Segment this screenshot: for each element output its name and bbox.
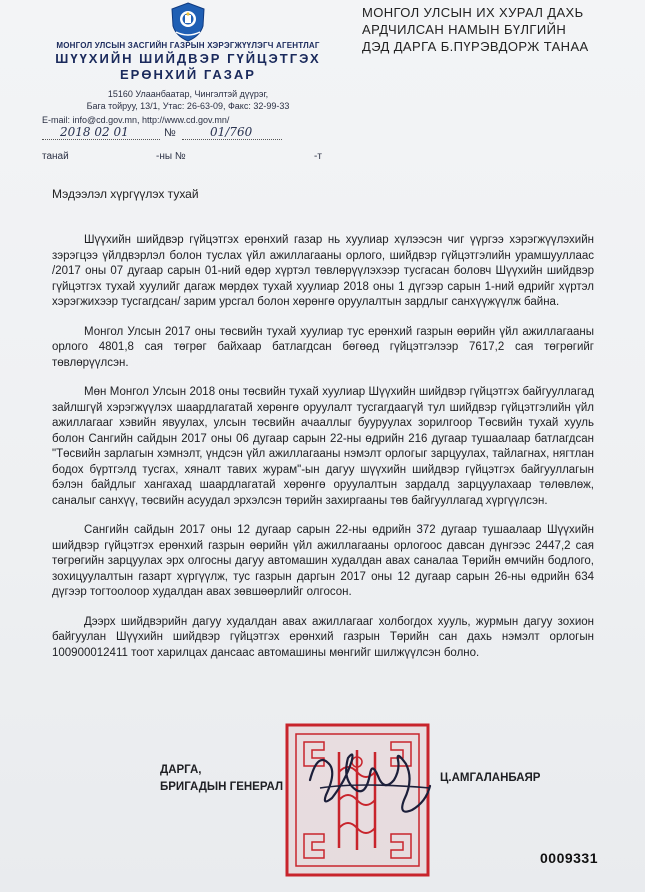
signer-title-line2: БРИГАДЫН ГЕНЕРАЛ [160, 781, 284, 793]
agency-title-line1: ШҮҮХИЙН ШИЙДВЭР ГҮЙЦЭТГЭХ [55, 51, 321, 66]
signer-title-line1: ДАРГА, [160, 764, 202, 776]
reference-line [42, 150, 332, 168]
address-line2: Бага тойруу, 13/1, Утас: 26-63-09, Факс: 32-99-33 [86, 101, 290, 111]
body-paragraph-1: Шүүхийн шийдвэр гүйцэтгэх ерөнхий газар нь хуулиар хүлээсэн чиг үүргээ хэрэгжүүлэхийн зэрэгцээ үйлдвэрлэл болон туслах үйл ажиллагааны орлого, шийдвэр гүйцэтгэлийн урамшууллаас /2017 оны 07 дугаар сарын 01-ний өдөр хүртэл төвлөрүүлэхээр тусгасан боловч Шүүхийн шийдвэр гүйцэтгэх тухай хуулийг дагаж мөрдөх тухай хуулиар 2018 оны 1 дүгээр сарын 1-ний өдрийг хүртэл хэрэгжихээр тусгагдсан/ зарим урсгал болон хөрөнгө оруулалтын зардлыг санхүүжүүлж байна. [52, 234, 594, 308]
recipient-line3: ДЭД ДАРГА Б.ПҮРЭВДОРЖ ТАНАА [362, 39, 589, 54]
date-number-line [42, 125, 332, 145]
letter-body [52, 233, 594, 675]
recipient-line2: АРДЧИЛСАН НАМЫН БҮЛГИЙН [362, 22, 567, 37]
body-paragraph-4: Сангийн сайдын 2017 оны 12 дугаар сарын 22-ны өдрийн 372 дугаар тушаалаар Шүүхийн шийдвэр гүйцэтгэх ерөнхий газрын өөрийн үйл ажиллагааны орлогоос давсан дүнгээс 2447,2 сая төгрөгийн зарцуулах эрх олгосны дагуу автомашин худалдан авах саналаа Төрийн өмчийн бодлого, зохицуулалтын газарт хүргүүлж, тус газрын даргын 2017 оны 12 дугаар сарын 26-ны өдрийн 634 дүгээр тогтоолоор худалдан авах зөвшөөрлийг олгосон. [52, 524, 594, 598]
number-label: № [164, 127, 176, 139]
state-emblem-icon [170, 2, 206, 42]
address-line1: 15160 Улаанбаатар, Чингэлтэй дүүрэг, [107, 89, 269, 99]
body-paragraph-2: Монгол Улсын 2017 оны төсвийн тухай хуулиар тус ерөнхий газрын өөрийн үйл ажиллагааны орлого 4801,8 сая төгрөг байхаар батлагдсан бөгөөд гүйцэтгэлээр 7617,2 сая төгрөгийг төвлөрүүлсэн. [52, 325, 594, 369]
ref-middle: -ны № [156, 151, 186, 162]
ref-suffix: -т [314, 151, 322, 162]
signer-name: Ц.АМГАЛАНБАЯР [440, 772, 541, 784]
recipient-block [362, 4, 632, 55]
signature-block [160, 762, 283, 796]
letter-date: 2018 02 01 [60, 125, 129, 139]
agency-line: МОНГОЛ УЛСЫН ЗАСГИЙН ГАЗРЫН ХЭРЭГЖҮҮЛЭГЧ АГЕНТЛАГ [56, 41, 320, 50]
recipient-line1: МОНГОЛ УЛСЫН ИХ ХУРАЛ ДАХЬ [362, 5, 584, 20]
document-serial-number: 0009331 [540, 850, 599, 866]
handwritten-signature-icon [300, 740, 440, 830]
email-line: E-mail: info@cd.gov.mn, http://www.cd.gov.mn/ [42, 115, 230, 125]
ref-prefix: танай [42, 151, 69, 162]
letter-subject: Мэдээлэл хүргүүлэх тухай [52, 187, 199, 201]
agency-title-line2: ЕРӨНХИЙ ГАЗАР [120, 67, 256, 82]
body-paragraph-3: Мөн Монгол Улсын 2018 оны төсвийн тухай хуулиар Шүүхийн шийдвэр гүйцэтгэх байгууллагад зайлшгүй хэрэгжүүлэх шаардлагатай хөрөнгө оруулалт тусгагдаагүй тул шийдвэр гүйцэтгэлийн үйл ажиллагааг хэвийн явуулах, улсын төсвийн ачааллыг бууруулах зорилгоор Төсвийн тухай хууль болон Сангийн сайдын 2017 оны 06 дугаар сарын 22-ны өдрийн 216 дугаар тушаалаар батлагдсан "Төсвийн зарлагын хэмнэлт, үндсэн үйл ажиллагааны нэмэлт орлогыг зарцуулах, тайлагнах, нягтлан бодох бүртгэлд тусгах, хяналт тавих журам"-ын дагуу шүүхийн шийдвэр гүйцэтгэх байгууллагын бэлэн байдлыг хангахад шаардлагатай хөрөнгө оруулалтын зардалд зарцуулахаар төлөвлөж, саналыг санхүү, төсвийн асуудал эрхэлсэн төрийн захиргааны төв байгууллагад хүргүүлсэн. [52, 386, 594, 507]
letter-number: 01/760 [210, 125, 253, 139]
body-paragraph-5: Дээрх шийдвэрийн дагуу худалдан авах ажиллагааг холбогдох хууль, журмын дагуу зохион байгуулан Шүүхийн шийдвэр гүйцэтгэх ерөнхий газрын Төрийн сан дахь нэмэлт орлогын 100900012411 тоот харилцах дансаас автомашины мөнгийг шилжүүлсэн болно. [52, 615, 594, 659]
